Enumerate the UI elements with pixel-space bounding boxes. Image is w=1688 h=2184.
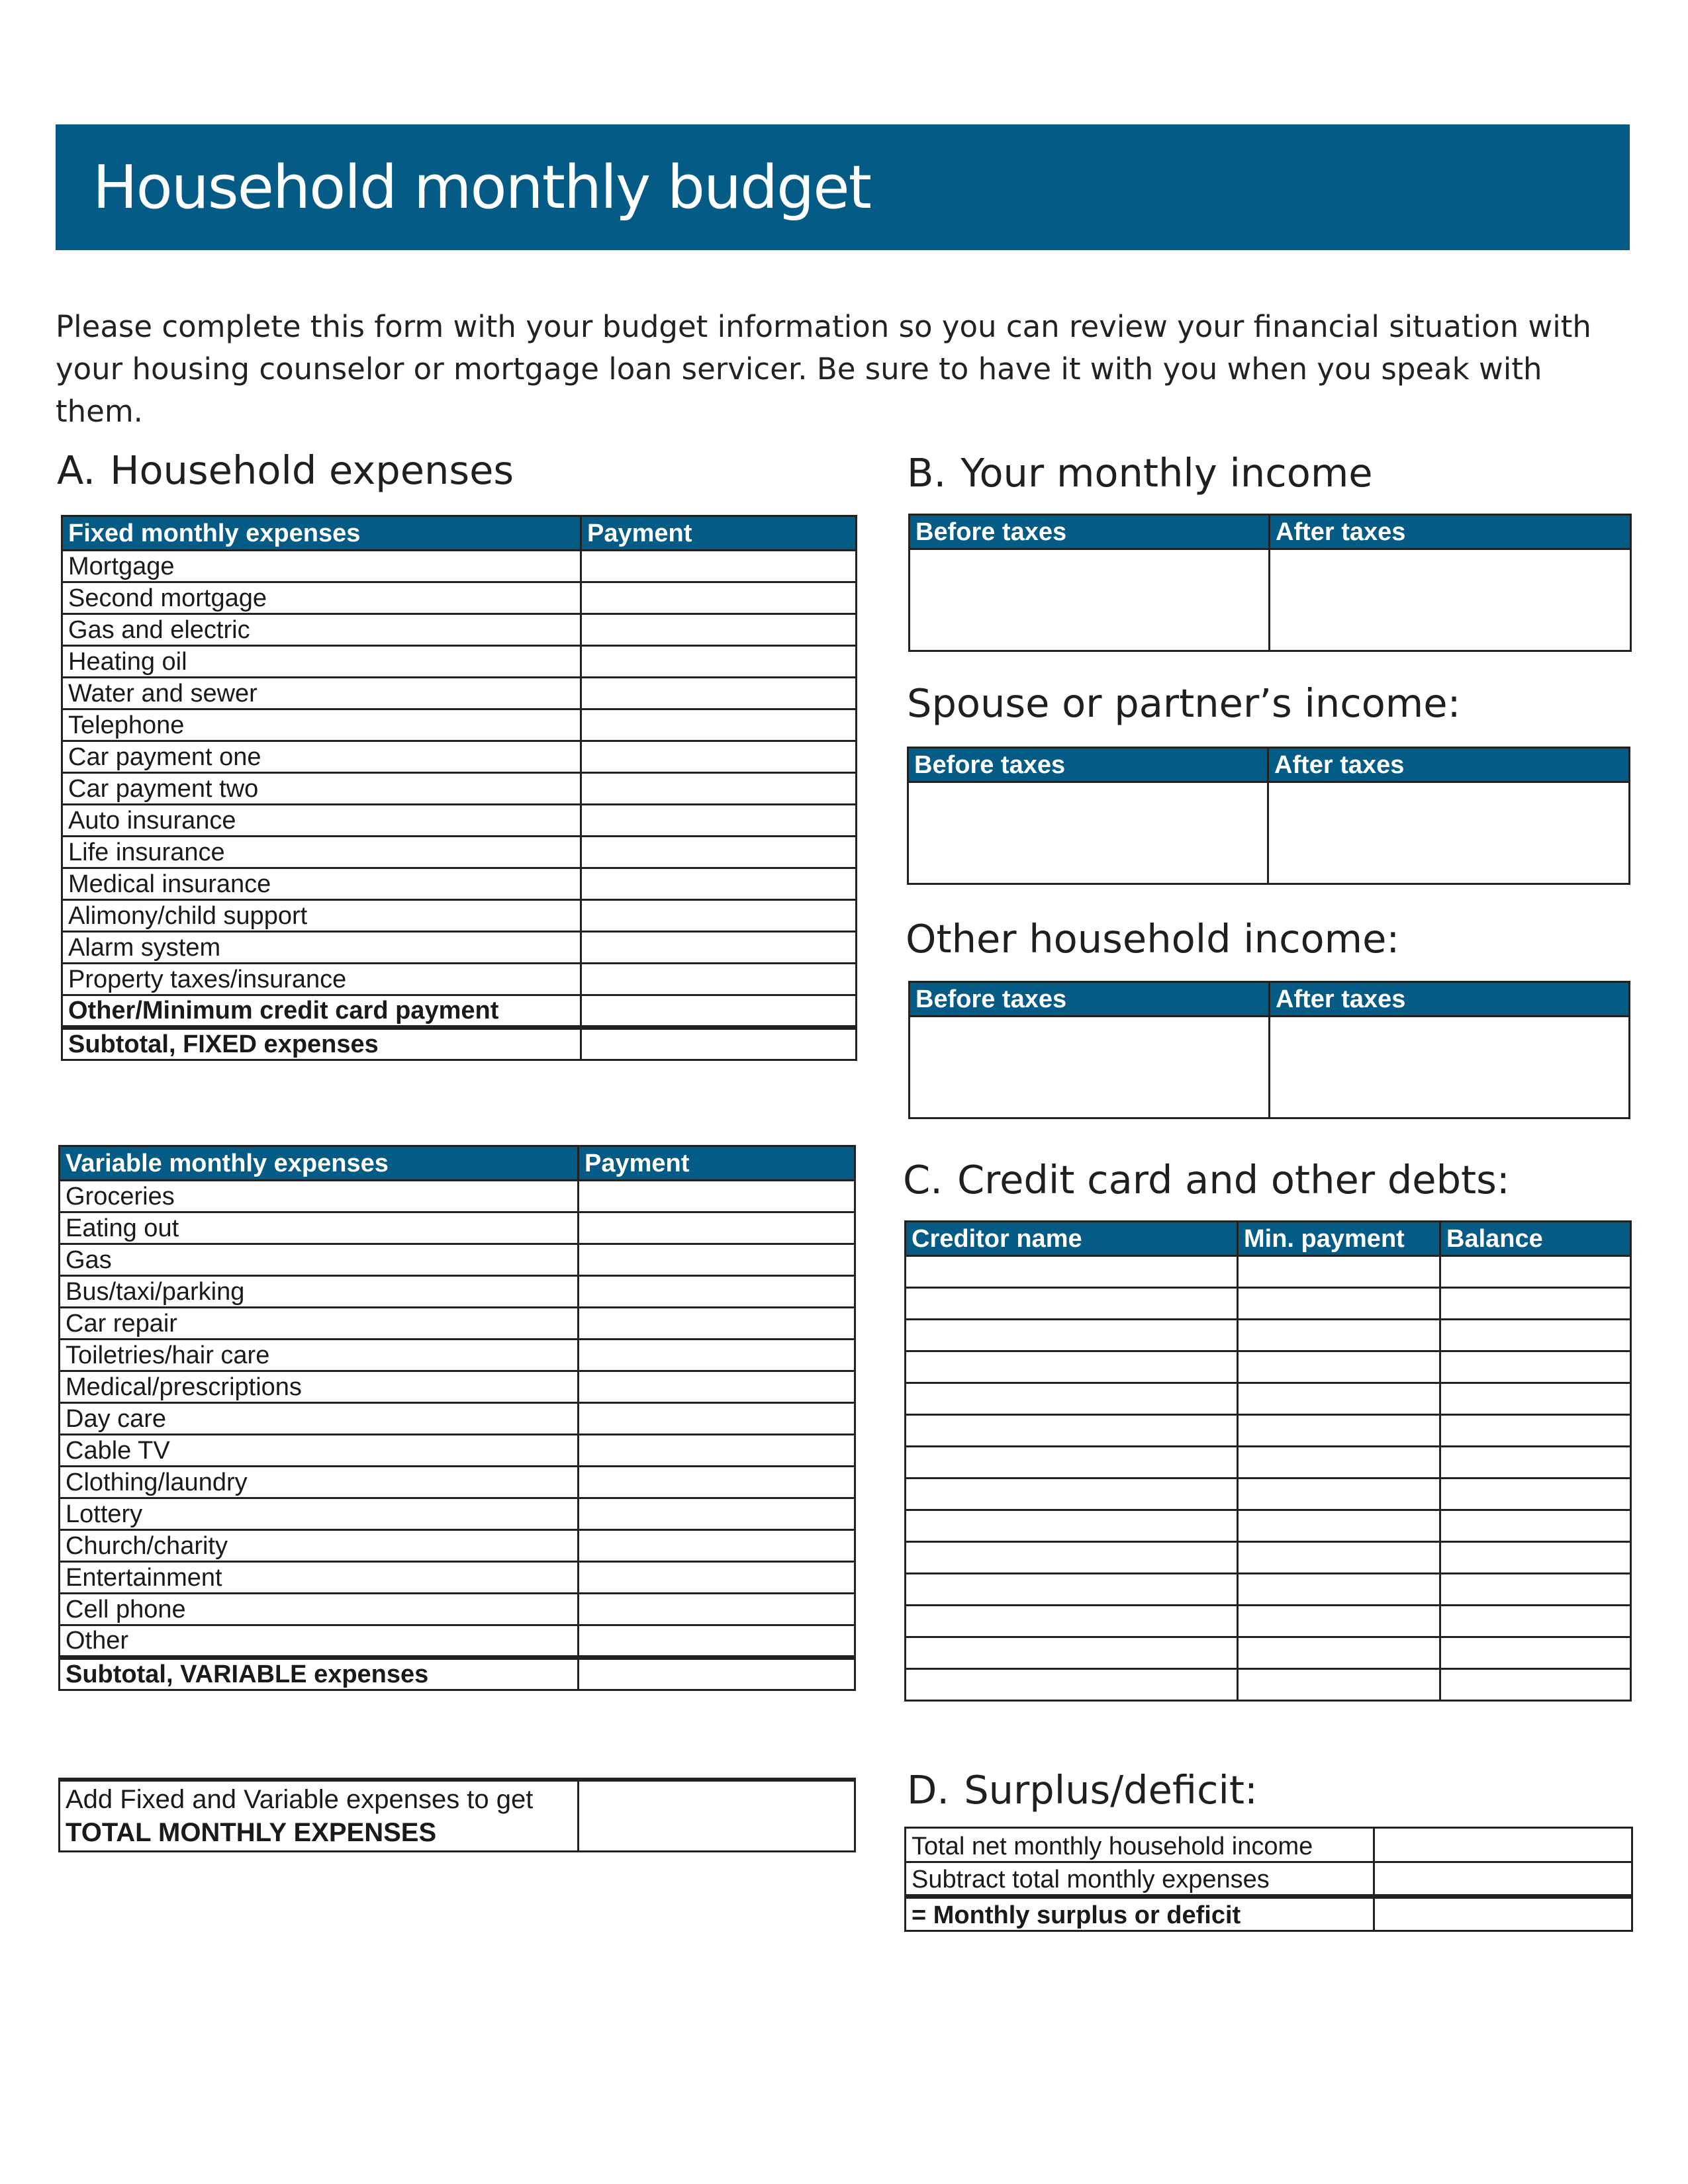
variable-expenses-table <box>58 1145 856 1691</box>
creditor-name-field[interactable] <box>906 1606 1238 1637</box>
spouse-income-heading: Spouse or partner’s income: <box>907 680 1461 726</box>
fixed-expense-label: Gas and electric <box>62 614 581 646</box>
fixed-expense-label: Life insurance <box>62 837 581 868</box>
variable-expense-row <box>60 1244 855 1276</box>
variable-subtotal-label: Subtotal, VARIABLE expenses <box>60 1658 579 1690</box>
debt-row <box>906 1415 1631 1447</box>
your-income-before-field[interactable] <box>910 549 1270 651</box>
section-c-heading: C. Credit card and other debts: <box>903 1157 1510 1203</box>
fixed-expense-row <box>62 582 857 614</box>
fixed-expense-field[interactable] <box>581 805 857 837</box>
variable-expense-label: Bus/taxi/parking <box>60 1276 579 1308</box>
balance-field[interactable] <box>1440 1510 1631 1542</box>
variable-header: Variable monthly expenses <box>60 1146 579 1181</box>
variable-expense-label: Other <box>60 1625 579 1658</box>
variable-expense-field[interactable] <box>579 1435 855 1467</box>
variable-expense-field[interactable] <box>579 1371 855 1403</box>
surplus-line-label: Total net monthly household income <box>906 1828 1374 1862</box>
min-payment-field[interactable] <box>1238 1288 1440 1320</box>
creditor-name-field[interactable] <box>906 1510 1238 1542</box>
fixed-expense-label: Mortgage <box>62 551 581 582</box>
debt-row <box>906 1256 1631 1288</box>
fixed-expense-row <box>62 773 857 805</box>
total-expenses-field[interactable] <box>579 1780 855 1851</box>
debt-row <box>906 1383 1631 1415</box>
title-banner <box>56 124 1630 250</box>
debt-row <box>906 1288 1631 1320</box>
surplus-line-row <box>906 1862 1632 1897</box>
fixed-expense-row <box>62 741 857 773</box>
variable-expense-field[interactable] <box>579 1403 855 1435</box>
fixed-header: Fixed monthly expenses <box>62 516 581 551</box>
spouse-income-table <box>907 747 1630 885</box>
fixed-expense-label: Telephone <box>62 709 581 741</box>
section-a-heading: A. Household expenses <box>57 447 514 493</box>
surplus-line-field[interactable] <box>1374 1828 1632 1862</box>
fixed-expense-label: Property taxes/insurance <box>62 964 581 995</box>
other-income-heading: Other household income: <box>906 916 1400 962</box>
debt-row <box>906 1479 1631 1510</box>
min-payment-field[interactable] <box>1238 1510 1440 1542</box>
variable-expense-field[interactable] <box>579 1594 855 1625</box>
debt-row <box>906 1510 1631 1542</box>
surplus-line-label: = Monthly surplus or deficit <box>906 1897 1374 1931</box>
spouse-income-after-header: After taxes <box>1268 748 1630 782</box>
fixed-expense-field[interactable] <box>581 582 857 614</box>
debt-row <box>906 1574 1631 1606</box>
fixed-expense-label: Water and sewer <box>62 678 581 709</box>
variable-expense-row <box>60 1435 855 1467</box>
variable-expense-field[interactable] <box>579 1212 855 1244</box>
creditor-name-field[interactable] <box>906 1542 1238 1574</box>
variable-expense-field[interactable] <box>579 1467 855 1498</box>
surplus-line-field[interactable] <box>1374 1862 1632 1897</box>
surplus-line-row <box>906 1828 1632 1862</box>
fixed-expense-field[interactable] <box>581 900 857 932</box>
balance-field[interactable] <box>1440 1320 1631 1351</box>
variable-expense-label: Lottery <box>60 1498 579 1530</box>
variable-expense-row <box>60 1371 855 1403</box>
other-income-before-field[interactable] <box>910 1017 1270 1118</box>
fixed-subtotal-label: Subtotal, FIXED expenses <box>62 1028 581 1060</box>
debt-row <box>906 1669 1631 1701</box>
balance-field[interactable] <box>1440 1256 1631 1288</box>
creditor-name-field[interactable] <box>906 1415 1238 1447</box>
variable-expense-field[interactable] <box>579 1530 855 1562</box>
variable-expense-row <box>60 1181 855 1212</box>
page-title: Household monthly budget <box>93 152 870 222</box>
creditor-name-field[interactable] <box>906 1637 1238 1669</box>
fixed-expense-row <box>62 900 857 932</box>
balance-field[interactable] <box>1440 1479 1631 1510</box>
creditor-name-field[interactable] <box>906 1383 1238 1415</box>
fixed-expense-field[interactable] <box>581 868 857 900</box>
debt-row <box>906 1447 1631 1479</box>
min-payment-field[interactable] <box>1238 1415 1440 1447</box>
creditor-name-field[interactable] <box>906 1574 1238 1606</box>
fixed-expense-field[interactable] <box>581 995 857 1028</box>
variable-expense-label: Cable TV <box>60 1435 579 1467</box>
fixed-expense-label: Car payment two <box>62 773 581 805</box>
debts-table <box>904 1220 1632 1702</box>
fixed-expense-label: Alarm system <box>62 932 581 964</box>
variable-expense-field[interactable] <box>579 1625 855 1658</box>
variable-expense-label: Groceries <box>60 1181 579 1212</box>
creditor-name-field[interactable] <box>906 1288 1238 1320</box>
fixed-expense-field[interactable] <box>581 709 857 741</box>
fixed-expense-row <box>62 964 857 995</box>
balance-field[interactable] <box>1440 1669 1631 1701</box>
fixed-expense-field[interactable] <box>581 932 857 964</box>
min-payment-field[interactable] <box>1238 1669 1440 1701</box>
min-payment-header: Min. payment <box>1238 1222 1440 1256</box>
balance-field[interactable] <box>1440 1574 1631 1606</box>
variable-expense-field[interactable] <box>579 1181 855 1212</box>
variable-expense-row <box>60 1308 855 1340</box>
min-payment-field[interactable] <box>1238 1637 1440 1669</box>
debt-row <box>906 1606 1631 1637</box>
your-income-table <box>908 514 1632 652</box>
variable-expense-row <box>60 1498 855 1530</box>
fixed-expense-label: Car payment one <box>62 741 581 773</box>
fixed-expense-row <box>62 646 857 678</box>
variable-expense-field[interactable] <box>579 1340 855 1371</box>
variable-expense-row <box>60 1212 855 1244</box>
fixed-expenses-table <box>61 515 857 1061</box>
fixed-expense-label: Heating oil <box>62 646 581 678</box>
min-payment-field[interactable] <box>1238 1447 1440 1479</box>
fixed-expense-row <box>62 932 857 964</box>
variable-expense-label: Toiletries/hair care <box>60 1340 579 1371</box>
variable-expense-label: Cell phone <box>60 1594 579 1625</box>
variable-expense-row <box>60 1625 855 1658</box>
other-income-before-header: Before taxes <box>910 982 1270 1017</box>
variable-expense-row <box>60 1594 855 1625</box>
intro-text: Please complete this form with your budget information so you can review your financial situation with your housing counselor or mortgage loan servicer. Be sure to have it with you when you speak with them. <box>56 309 1591 429</box>
variable-expense-row <box>60 1467 855 1498</box>
fixed-expense-field[interactable] <box>581 741 857 773</box>
variable-payment-header: Payment <box>579 1146 855 1181</box>
creditor-name-field[interactable] <box>906 1447 1238 1479</box>
min-payment-field[interactable] <box>1238 1256 1440 1288</box>
creditor-name-field[interactable] <box>906 1320 1238 1351</box>
min-payment-field[interactable] <box>1238 1320 1440 1351</box>
min-payment-field[interactable] <box>1238 1574 1440 1606</box>
total-expenses-table <box>58 1778 856 1852</box>
fixed-expense-field[interactable] <box>581 551 857 582</box>
variable-expense-row <box>60 1340 855 1371</box>
variable-expense-label: Entertainment <box>60 1562 579 1594</box>
fixed-expense-row <box>62 678 857 709</box>
fixed-expense-field[interactable] <box>581 678 857 709</box>
fixed-subtotal-field[interactable] <box>581 1028 857 1060</box>
creditor-name-field[interactable] <box>906 1479 1238 1510</box>
fixed-expense-label: Second mortgage <box>62 582 581 614</box>
variable-expense-label: Eating out <box>60 1212 579 1244</box>
balance-field[interactable] <box>1440 1447 1631 1479</box>
fixed-expense-row <box>62 868 857 900</box>
other-income-after-field[interactable] <box>1270 1017 1630 1118</box>
variable-expense-label: Church/charity <box>60 1530 579 1562</box>
debt-row <box>906 1637 1631 1669</box>
fixed-expense-row <box>62 551 857 582</box>
spouse-income-before-header: Before taxes <box>908 748 1268 782</box>
min-payment-field[interactable] <box>1238 1479 1440 1510</box>
section-d-heading: D. Surplus/deficit: <box>907 1767 1258 1813</box>
surplus-line-label: Subtract total monthly expenses <box>906 1862 1374 1897</box>
creditor-name-field[interactable] <box>906 1256 1238 1288</box>
fixed-expense-row <box>62 837 857 868</box>
min-payment-field[interactable] <box>1238 1351 1440 1383</box>
surplus-table <box>904 1827 1633 1932</box>
variable-expense-label: Medical/prescriptions <box>60 1371 579 1403</box>
variable-subtotal-field[interactable] <box>579 1658 855 1690</box>
variable-expense-field[interactable] <box>579 1244 855 1276</box>
fixed-expense-row <box>62 995 857 1028</box>
balance-field[interactable] <box>1440 1383 1631 1415</box>
fixed-expense-row <box>62 805 857 837</box>
fixed-expense-field[interactable] <box>581 646 857 678</box>
variable-expense-field[interactable] <box>579 1562 855 1594</box>
variable-expense-label: Clothing/laundry <box>60 1467 579 1498</box>
balance-field[interactable] <box>1440 1606 1631 1637</box>
total-expenses-label: Add Fixed and Variable expenses to get TOTAL MONTHLY EXPENSES <box>60 1780 579 1851</box>
your-income-after-field[interactable] <box>1270 549 1631 651</box>
other-income-after-header: After taxes <box>1270 982 1630 1017</box>
variable-subtotal-row <box>60 1658 855 1690</box>
spouse-income-before-field[interactable] <box>908 782 1268 884</box>
creditor-name-header: Creditor name <box>906 1222 1238 1256</box>
balance-header: Balance <box>1440 1222 1631 1256</box>
fixed-expense-field[interactable] <box>581 773 857 805</box>
fixed-expense-field[interactable] <box>581 964 857 995</box>
min-payment-field[interactable] <box>1238 1383 1440 1415</box>
variable-expense-field[interactable] <box>579 1308 855 1340</box>
surplus-line-row <box>906 1897 1632 1931</box>
variable-expense-row <box>60 1403 855 1435</box>
creditor-name-field[interactable] <box>906 1669 1238 1701</box>
your-income-before-header: Before taxes <box>910 515 1270 549</box>
creditor-name-field[interactable] <box>906 1351 1238 1383</box>
min-payment-field[interactable] <box>1238 1606 1440 1637</box>
other-income-table <box>908 981 1630 1119</box>
min-payment-field[interactable] <box>1238 1542 1440 1574</box>
balance-field[interactable] <box>1440 1637 1631 1669</box>
variable-expense-field[interactable] <box>579 1276 855 1308</box>
fixed-expense-field[interactable] <box>581 837 857 868</box>
fixed-expense-field[interactable] <box>581 614 857 646</box>
variable-expense-row <box>60 1276 855 1308</box>
fixed-expense-label: Auto insurance <box>62 805 581 837</box>
surplus-line-field[interactable] <box>1374 1897 1632 1931</box>
fixed-expense-label: Medical insurance <box>62 868 581 900</box>
balance-field[interactable] <box>1440 1542 1631 1574</box>
fixed-expense-row <box>62 709 857 741</box>
fixed-expense-row <box>62 614 857 646</box>
variable-expense-label: Car repair <box>60 1308 579 1340</box>
debt-row <box>906 1351 1631 1383</box>
fixed-expense-label: Other/Minimum credit card payment <box>62 995 581 1028</box>
balance-field[interactable] <box>1440 1351 1631 1383</box>
balance-field[interactable] <box>1440 1415 1631 1447</box>
variable-expense-field[interactable] <box>579 1498 855 1530</box>
fixed-payment-header: Payment <box>581 516 857 551</box>
spouse-income-after-field[interactable] <box>1268 782 1630 884</box>
fixed-expense-label: Alimony/child support <box>62 900 581 932</box>
variable-expense-row <box>60 1562 855 1594</box>
balance-field[interactable] <box>1440 1288 1631 1320</box>
debt-row <box>906 1320 1631 1351</box>
variable-expense-label: Day care <box>60 1403 579 1435</box>
section-b-heading: B. Your monthly income <box>907 450 1373 496</box>
fixed-subtotal-row <box>62 1028 857 1060</box>
your-income-after-header: After taxes <box>1270 515 1631 549</box>
variable-expense-label: Gas <box>60 1244 579 1276</box>
variable-expense-row <box>60 1530 855 1562</box>
debt-row <box>906 1542 1631 1574</box>
